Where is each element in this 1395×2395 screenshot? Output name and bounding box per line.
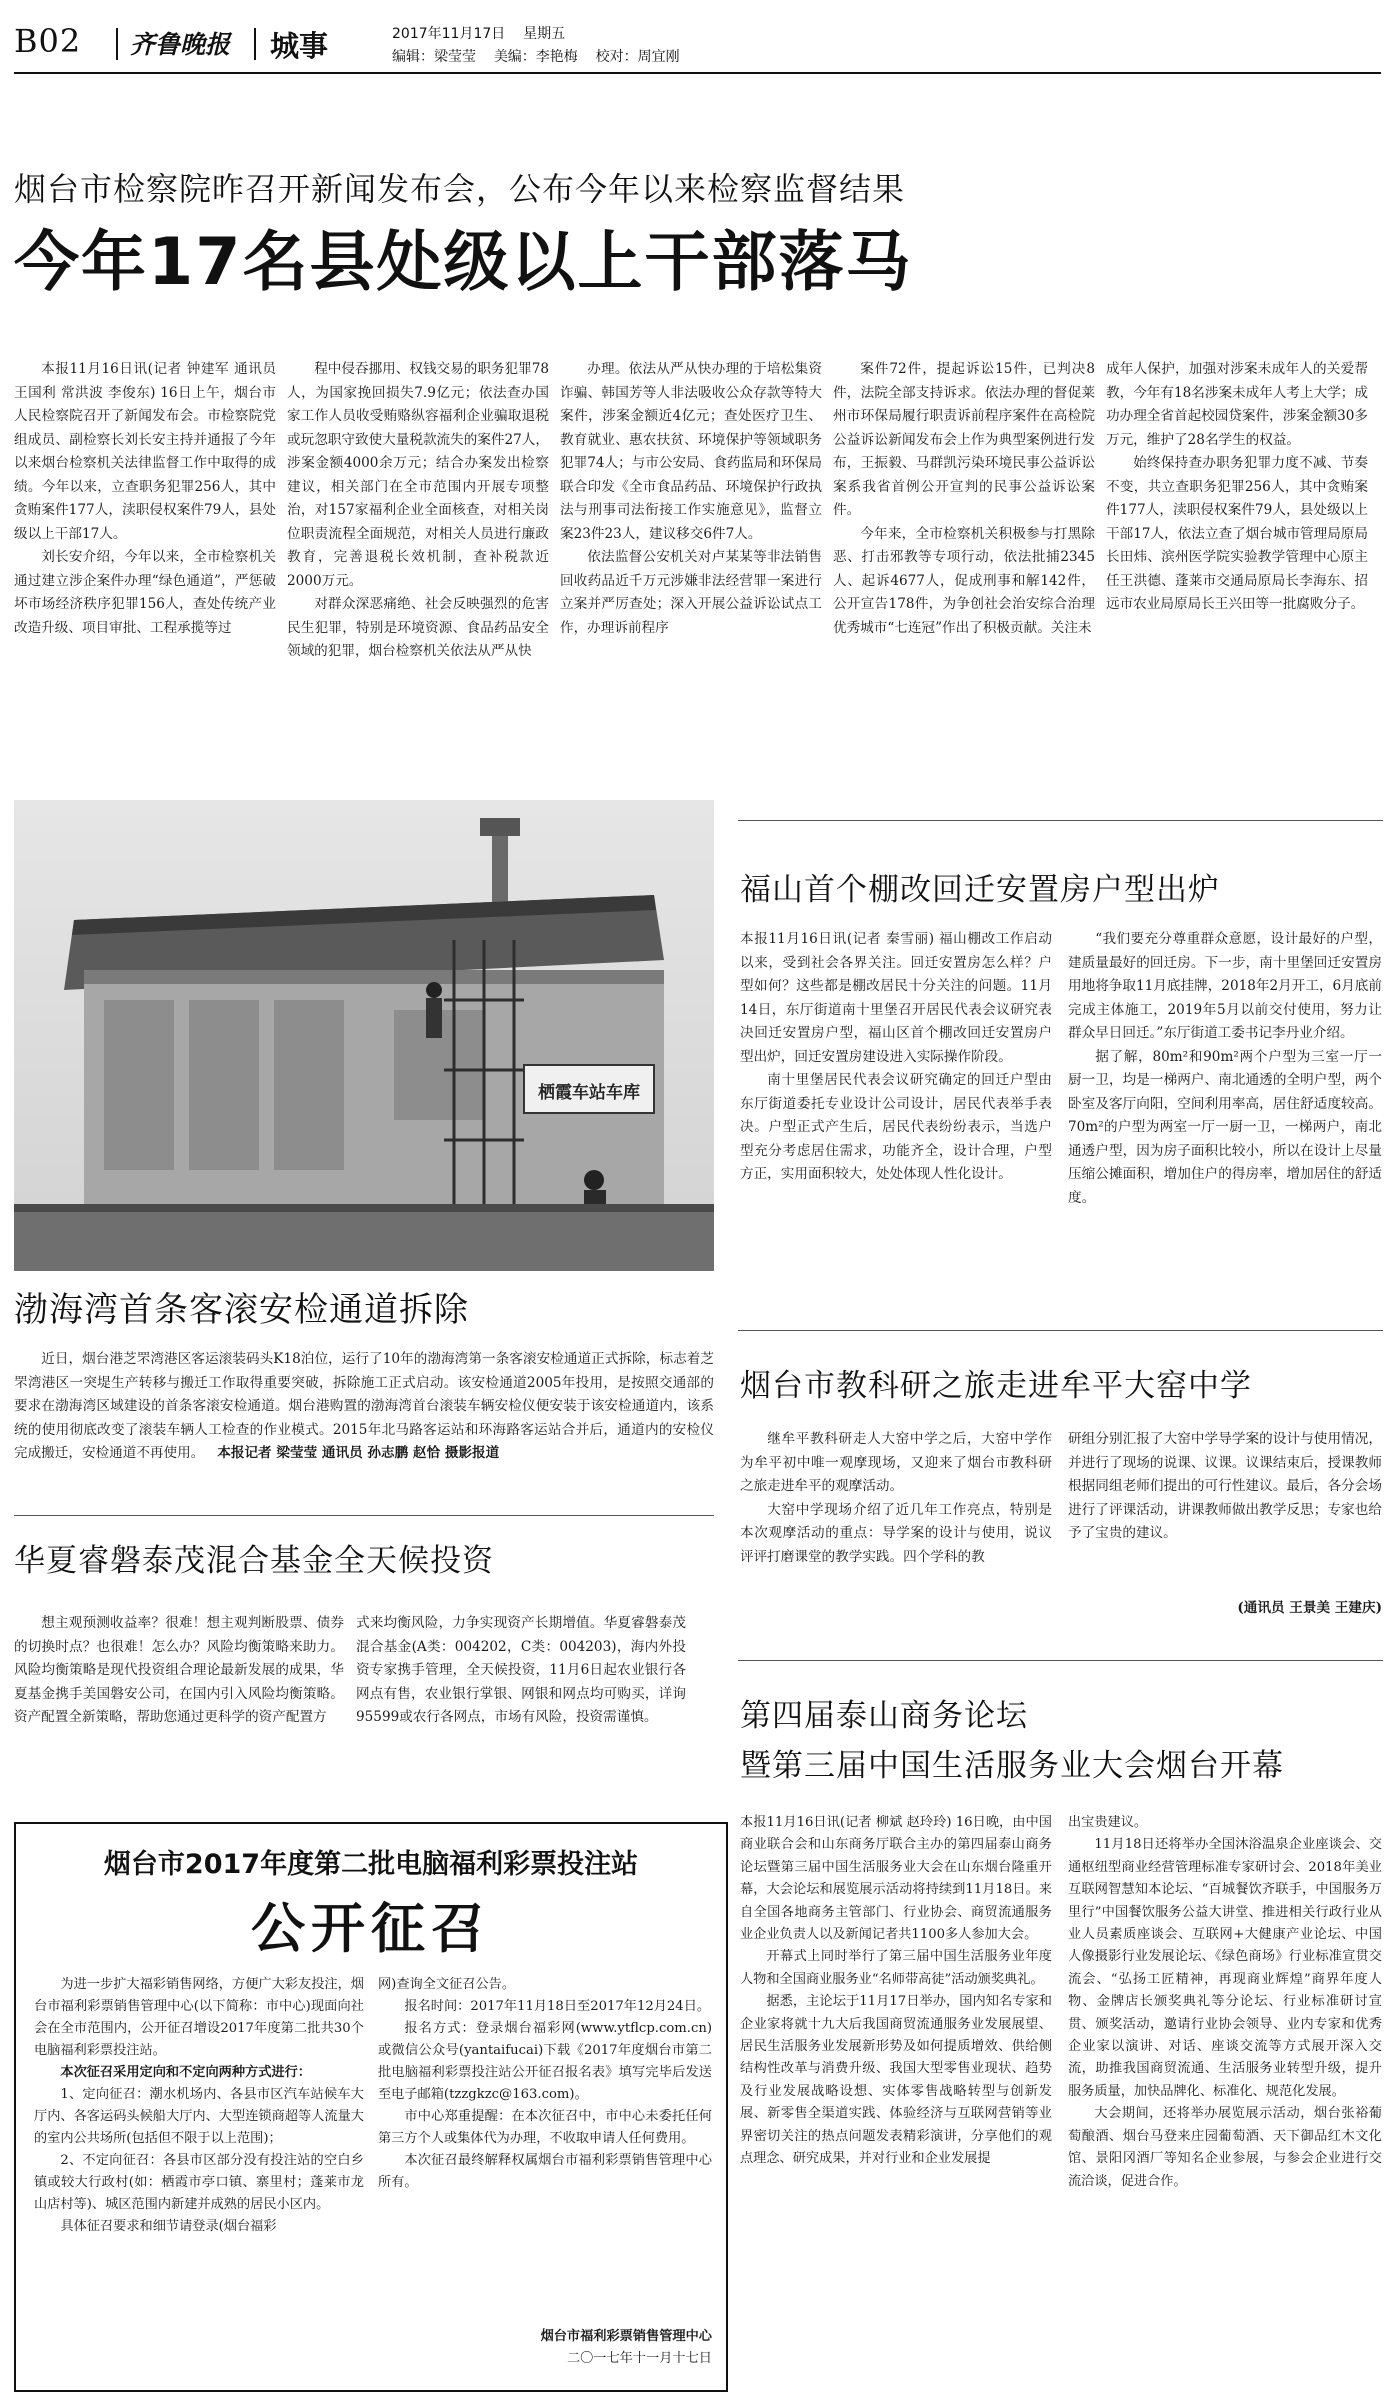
section-divider bbox=[14, 1515, 714, 1516]
editor: 编辑：梁莹莹 bbox=[392, 49, 476, 65]
lead-column bbox=[833, 358, 1095, 640]
lottery-col-2 bbox=[378, 1974, 712, 2194]
paragraph: 网)查询全文征召公告。 bbox=[378, 1977, 516, 1992]
forum-headline-1: 第四届泰山商务论坛 bbox=[740, 1698, 1028, 1734]
news-photo bbox=[14, 800, 714, 1271]
lottery-notice-box bbox=[14, 1822, 728, 2392]
paragraph: 本报11月16日讯(记者 柳斌 赵玲玲) 16日晚，由中国商业联合会和山东商务厅联合主办的第四届泰山商务论坛暨第三届中国生活服务业大会在山东烟台隆重开幕，大会论坛和展览展示活动将持续到11月18日。来自全国各地商务主管部门、行业协会、商贸流通服务业企业负责人以及新闻记者共1100多人参加大会。 bbox=[740, 1815, 1052, 1943]
lead-column bbox=[14, 358, 276, 640]
masthead-divider bbox=[116, 28, 118, 60]
paragraph: 案件72件，提起诉讼15件，已判决8件，法院全部支持诉求。依法办理的督促莱州市环保局履行职责诉前程序案件在高检院公益诉讼新闻发布会上作为典型案例进行发布，王振毅、马群凯污染环境民事公益诉讼案系我省首例公开宣判的民事公益诉讼案件。 bbox=[833, 361, 1095, 518]
paragraph: 报名时间：2017年11月18日至2017年12月24日。 bbox=[404, 1999, 711, 2014]
lottery-title: 烟台市2017年度第二批电脑福利彩票投注站 bbox=[103, 1849, 639, 1880]
proofreader: 校对：周宜刚 bbox=[595, 49, 680, 65]
paragraph: 11月18日还将举办全国沐浴温泉企业座谈会、交通枢纽型商业经营管理标准专家研讨会、2018年美业互联网智慧知本论坛、“百城餐饮齐联手，中国服务万里行”中国餐饮服务公益大讲堂、推进相关行政行业从业人员素质座谈会、互联网+大健康产业论坛、中国人像摄影行业发展论坛、《绿色商场》行业标准宣贯交流会、“弘扬工匠精神，再现商业辉煌”商界年度人物、金牌店长颁奖典礼等分论坛、行业标准研讨宣贯、颁奖活动，邀请行业协会领导、业内专家和优秀企业家以演讲、对话、座谈交流等方式展开深入交流，助推我国商贸流通、生活服务业转型升级，提升服务质量，加快品牌化、标准化、规范化发展。 bbox=[1068, 1837, 1382, 2099]
paragraph: 本报11月16日讯(记者 秦雪丽) 福山棚改工作启动以来，受到社会各界关注。回迁安置房怎么样？户型如何？这些都是棚改居民十分关注的问题。11月14日，东厅街道南十里堡召开居民代表会议研究表决回迁安置房户型，福山区首个棚改回迁安置房户型出炉，回迁安置房建设进入实际操作阶段。 bbox=[740, 931, 1052, 1065]
forum-col-1 bbox=[740, 1812, 1052, 2171]
paragraph: 南十里堡居民代表会议研究确定的回迁户型由东厅街道委托专业设计公司设计，居民代表举手表决。户型正式产生后，居民代表纷纷表示，当选户型充分考虑居住需求，功能齐全，设计合理，户型方正，实用面积较大，处处体现人性化设计。 bbox=[740, 1072, 1052, 1182]
forum-col-2 bbox=[1068, 1812, 1382, 2193]
lead-column bbox=[560, 358, 822, 640]
paragraph: 为进一步扩大福彩销售网络，方便广大彩友投注，烟台市福利彩票销售管理中心(以下简称：市中心)现面向社会在全市范围内，公开征召增设2017年度第二批共30个电脑福利彩票投注站。 bbox=[34, 1977, 364, 2058]
paragraph: 成年人保护，加强对涉案未成年人的关爱帮教，今年有18名涉案未成年人考上大学；成功办理全省首起校园贷案件，涉案金额30多万元，维护了28名学生的权益。 bbox=[1106, 361, 1368, 448]
paragraph: 本报11月16日讯(记者 钟建军 通讯员 王国利 常洪波 李俊东) 16日上午，烟台市人民检察院召开了新闻发布会。市检察院党组成员、副检察长刘长安主持并通报了今年以来烟台检察机关法律监督工作中取得的成绩。今年以来，立查职务犯罪256人，其中贪贿案件177人，渎职侵权案件79人，县处级以上干部17人。 bbox=[14, 361, 276, 542]
lottery-headline: 公开征召 bbox=[251, 1897, 491, 1960]
paragraph: 出宝贵建议。 bbox=[1068, 1815, 1148, 1830]
paragraph: 对群众深恶痛绝、社会反映强烈的危害民生犯罪，特别是环境资源、食品药品安全领域的犯罪，烟台检察机关依法从严从快 bbox=[287, 596, 549, 659]
fushan-col-2 bbox=[1068, 928, 1382, 1210]
date: 2017年11月17日 bbox=[392, 26, 506, 42]
lottery-signature: 烟台市福利彩票销售管理中心 bbox=[540, 2329, 712, 2344]
paragraph: 今年来，全市检察机关积极参与打黑除恶、打击邪教等专项行动，依法批捕2345人、起诉4677人，促成刑事和解142件，公开宣告178件，为争创社会治安综合治理优秀城市“七连冠”作出了积极贡献。关注未 bbox=[833, 525, 1095, 636]
photo-credit: 本报记者 梁莹莹 通讯员 孙志鹏 赵恰 摄影报道 bbox=[217, 1445, 500, 1461]
lottery-sign-date: 二〇一七年十一月十七日 bbox=[566, 2351, 712, 2366]
paragraph: 研组分别汇报了大窑中学导学案的设计与使用情况，并进行了现场的说课、议课。议课结束后，授课教师根据同组老师们提出的可行性建议。最后，各分会场进行了评课活动，讲课教师做出教学反思；专家也给予了宝贵的建议。 bbox=[1068, 1431, 1382, 1541]
paragraph: 刘长安介绍，今年以来，全市检察机关通过建立涉企案件办理“绿色通道”，严惩破坏市场经济秩序犯罪156人，查处传统产业改造升级、项目审批、工程承揽等过 bbox=[14, 549, 276, 636]
paragraph: 大窑中学现场介绍了近几年工作亮点，特别是本次观摩活动的重点：导学案的设计与使用，说议评评打磨课堂的教学实践。四个学科的教 bbox=[740, 1501, 1052, 1565]
paragraph: 本次征召采用定向和不定向两种方式进行： bbox=[60, 2065, 311, 2080]
section-divider bbox=[738, 820, 1383, 821]
lottery-signature-block bbox=[378, 2326, 712, 2370]
fund-headline: 华夏睿磐泰茂混合基金全天候投资 bbox=[14, 1543, 494, 1579]
paragraph: 报名方式：登录烟台福彩网(www.ytflcp.com.cn)或微信公众号(yantaifucai)下载《2017年度烟台市第二批电脑福利彩票投注站公开征召报名表》填写完毕后发送至电子邮箱(tzzgkzc@163.com)。 bbox=[378, 2021, 712, 2102]
photo-sign-text: 栖霞车站车库 bbox=[538, 1083, 640, 1103]
fund-col-1: 想主观预测收益率？很难！想主观判断股票、债券的切换时点？也很难！怎么办？风险均衡策略来助力。风险均衡策略是现代投资组合理论最新发展的成果，华夏基金携手美国磐安公司，在国内引入风险均衡策略。资产配置全新策略，帮助您通过更科学的资产配置方 bbox=[14, 1615, 344, 1725]
paragraph: 始终保持查办职务犯罪力度不减、节奏不变，共立查职务犯罪256人，其中贪贿案件177人，渎职侵权案件79人，县处级以上干部17人，依法立查了烟台城市管理局原局长田炜、滨州医学院实验教学管理中心原主任王洪德、蓬莱市交通局原局长李海东、招远市农业局原局长王兴田等一批腐败分子。 bbox=[1106, 455, 1368, 612]
section-divider bbox=[738, 1660, 1383, 1661]
paragraph: 大会期间，还将举办展览展示活动，烟台张裕葡萄酿酒、烟台马登来庄园葡萄酒、天下御品红木文化馆、景阳冈酒厂等知名企业参展，与参会企业进行交流洽谈，促进合作。 bbox=[1068, 2106, 1382, 2189]
paragraph: 市中心郑重提醒：在本次征召中，市中心未委托任何第三方个人或集体代为办理，不收取申请人任何费用。 bbox=[378, 2109, 712, 2146]
paragraph: 开幕式上同时举行了第三届中国生活服务业年度人物和全国商业服务业“名师带高徒”活动颁奖典礼。 bbox=[740, 1949, 1052, 1987]
masthead-rule bbox=[14, 72, 1381, 74]
lottery-col-1 bbox=[34, 1974, 364, 2238]
fushan-col-1 bbox=[740, 928, 1052, 1187]
research-credit: (通讯员 王景美 王建庆) bbox=[1237, 1600, 1382, 1616]
paragraph: 据悉，主论坛于11月17日举办，国内知名专家和企业家将就十九大后我国商贸流通服务业发展展望、居民生活服务业发展新形势及如何提质增效、供给侧结构性改革与消费升级、我国大型零售业现状、趋势及行业发展战略设想、实体零售战略转型与创新发展、新零售全渠道实践、体验经济与互联网营销等业界密切关注的热点问题发表精彩演讲，分享他们的观点理念、研究成果，并对行业和企业发展提 bbox=[740, 1994, 1052, 2167]
forum-headline-2: 暨第三届中国生活服务业大会烟台开幕 bbox=[740, 1748, 1284, 1784]
lead-kicker: 烟台市检察院昨召开新闻发布会，公布今年以来检察监督结果 bbox=[14, 170, 906, 208]
fushan-headline: 福山首个棚改回迁安置房户型出炉 bbox=[740, 872, 1220, 908]
paragraph: 依法监督公安机关对卢某某等非法销售回收药品近千万元涉嫌非法经营罪一案进行立案并严厉查处；深入开展公益诉讼试点工作，办理诉前程序 bbox=[560, 549, 822, 636]
weekday: 星期五 bbox=[523, 26, 566, 42]
masthead-divider bbox=[254, 28, 256, 60]
paragraph: 继牟平教科研走人大窑中学之后，大窑中学作为牟平初中唯一观摩现场，又迎来了烟台市教科研之旅走进牟平的观摩活动。 bbox=[740, 1431, 1052, 1494]
fund-col-2: 式来均衡风险，力争实现资产长期增值。华夏睿磐泰茂混合基金(A类：004202，C类：004203)，海内外投资专家携手管理，全天候投资，11月6日起农业银行各网点有售，农业银行掌银、网银和网点均可购买，详询95599或农行各网点，市场有风险，投资需谨慎。 bbox=[356, 1615, 686, 1725]
lead-column bbox=[1106, 358, 1368, 617]
paragraph: 办理。依法从严从快办理的于培松集资诈骗、韩国芳等人非法吸收公众存款等特大案件，涉案金额近4亿元；查处医疗卫生、教育就业、惠农扶贫、环境保护等领域职务犯罪74人；与市公安局、食药监局和环保局联合印发《全市食品药品、环境保护行政执法与刑事司法衔接工作实施意见》，监督立案23件23人，建议移交6件7人。 bbox=[560, 361, 822, 542]
paragraph: 具体征召要求和细节请登录(烟台福彩 bbox=[60, 2219, 277, 2234]
issue-date bbox=[392, 23, 565, 43]
paragraph: 本次征召最终解释权属烟台市福利彩票销售管理中心所有。 bbox=[378, 2153, 712, 2190]
masthead bbox=[14, 20, 1384, 72]
research-col-1 bbox=[740, 1428, 1052, 1569]
photo-story-body bbox=[14, 1348, 714, 1466]
port-photo-illustration bbox=[14, 800, 714, 1271]
paragraph: 2、不定向征召：各县市区部分没有投注站的空白乡镇或较大行政村(如：栖霞市亭口镇、寨里村；蓬莱市龙山店村等)、城区范围内新建并成熟的居民小区内。 bbox=[34, 2153, 364, 2212]
photo-story-headline: 渤海湾首条客滚安检通道拆除 bbox=[14, 1290, 469, 1330]
editorial-credits bbox=[392, 46, 680, 66]
section-divider bbox=[738, 1330, 1383, 1331]
lead-column bbox=[287, 358, 549, 664]
page-number: B02 bbox=[14, 22, 82, 60]
paragraph: 1、定向征召：潮水机场内、各县市区汽车站候车大厅内、各客运码头候船大厅内、大型连锁商超等人流量大的室内公共场所(包括但不限于以上范围)； bbox=[34, 2087, 364, 2146]
paper-name-logo: 齐鲁晚报 bbox=[130, 30, 231, 59]
designer: 美编：李艳梅 bbox=[493, 49, 578, 65]
paragraph: “我们要充分尊重群众意愿，设计最好的户型，建质量最好的回迁房。下一步，南十里堡回迁安置房用地将争取11月底挂牌，2018年2月开工，6月底前完成主体施工，2019年5月以前交付使用，努力让群众早日回迁。”东厅街道工委书记李丹业介绍。 bbox=[1068, 931, 1382, 1041]
section-name: 城事 bbox=[270, 29, 329, 63]
paragraph: 据了解，80m²和90m²两个户型为三室一厅一厨一卫，均是一梯两户、南北通透的全明户型，两个卧室及客厅向阳，空间利用率高，居住舒适度较高。70m²的户型为两室一厅一厨一卫，一梯两户，南北通透户型，因为房子面积比较小，所以在设计上尽量压缩公摊面积，增加住户的得房率，增加居住的舒适度。 bbox=[1068, 1048, 1382, 1206]
paragraph: 程中侵吞挪用、权钱交易的职务犯罪78人，为国家挽回损失7.9亿元；依法查办国家工作人员收受贿赂纵容福利企业骗取退税或玩忽职守致使大量税款流失的案件27人，涉案金额4000余万元；结合办案发出检察建议，相关部门在全市范围内开展专项整治，对157家福利企业全面核查，对相关岗位职责流程全面规范，对相关人员进行廉政教育，完善退税长效机制，查补税款近2000万元。 bbox=[287, 361, 549, 589]
photo-story-text: 近日，烟台港芝罘湾港区客运滚装码头K18泊位，运行了10年的渤海湾第一条客滚安检通道正式拆除，标志着芝罘湾港区一突堤生产转移与搬迁工作取得重要突破，拆除施工正式启动。该安检通道2005年投用，是按照交通部的要求在渤海湾区域建设的首条客滚安检通道。烟台港购置的渤海湾首台滚装车辆安检仪便安装于该安检通道内，该系统的使用彻底改变了滚装车辆人工检查的作业模式。2015年北马路客运站和环海路客运站合并后，通道内的安检仪完成搬迁，安检通道不再使用。 bbox=[14, 1351, 714, 1461]
lead-headline: 今年17名县处级以上干部落马 bbox=[14, 225, 913, 300]
research-headline: 烟台市教科研之旅走进牟平大窑中学 bbox=[740, 1368, 1252, 1404]
research-col-2 bbox=[1068, 1428, 1382, 1546]
